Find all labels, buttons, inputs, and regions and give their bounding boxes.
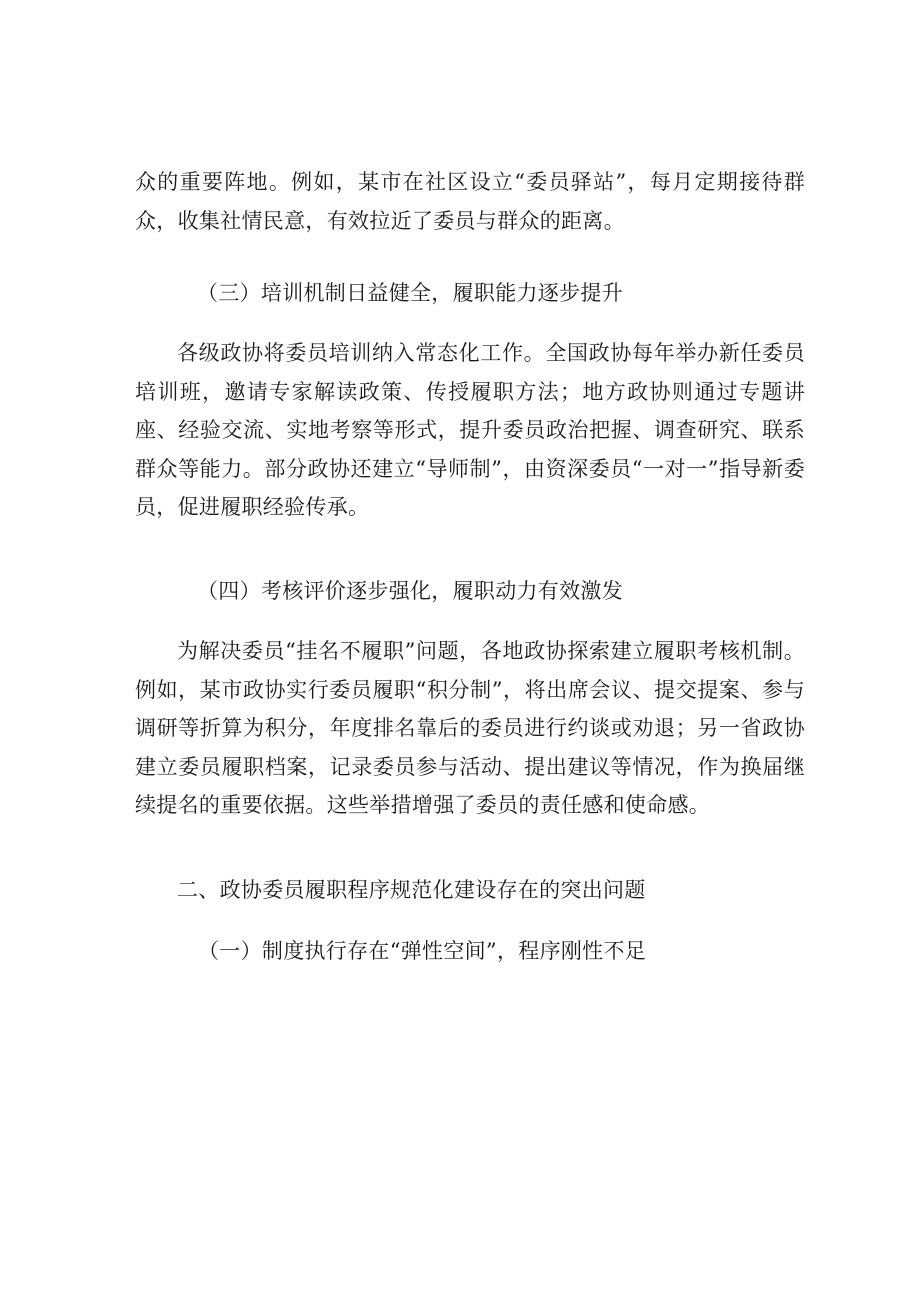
part-heading-2: 二、政协委员履职程序规范化建设存在的突出问题 bbox=[177, 878, 646, 902]
section-heading-3: （三）培训机制日益健全，履职能力逐步提升 bbox=[197, 281, 623, 305]
paragraph-continued: 众的重要阵地。例如，某市在社区设立“委员驿站”，每月定期接待群众，收集社情民意，有效拉近了委员与群众的距离。 bbox=[135, 170, 805, 233]
section-heading-4: （四）考核评价逐步强化，履职动力有效激发 bbox=[197, 579, 623, 603]
part-2-subheading-1: （一）制度执行存在“弹性空间”，程序刚性不足 bbox=[198, 939, 647, 963]
paragraph-section-3: 各级政协将委员培训纳入常态化工作。全国政协每年举办新任委员培训班，邀请专家解读政策、传授履职方法；地方政协则通过专题讲座、经验交流、实地考察等形式，提升委员政治把握、调查研究、联系群众等能力。部分政协还建立“导师制”，由资深委员“一对一”指导新委员，促进履职经验传承。 bbox=[135, 341, 805, 519]
paragraph-section-4: 为解决委员“挂名不履职”问题，各地政协探索建立履职考核机制。例如，某市政协实行委员履职“积分制”，将出席会议、提交提案、参与调研等折算为积分，年度排名靠后的委员进行约谈或劝退；另一省政协建立委员履职档案，记录委员参与活动、提出建议等情况，作为换届继续提名的重要依据。这些举措增强了委员的责任感和使命感。 bbox=[135, 639, 805, 817]
